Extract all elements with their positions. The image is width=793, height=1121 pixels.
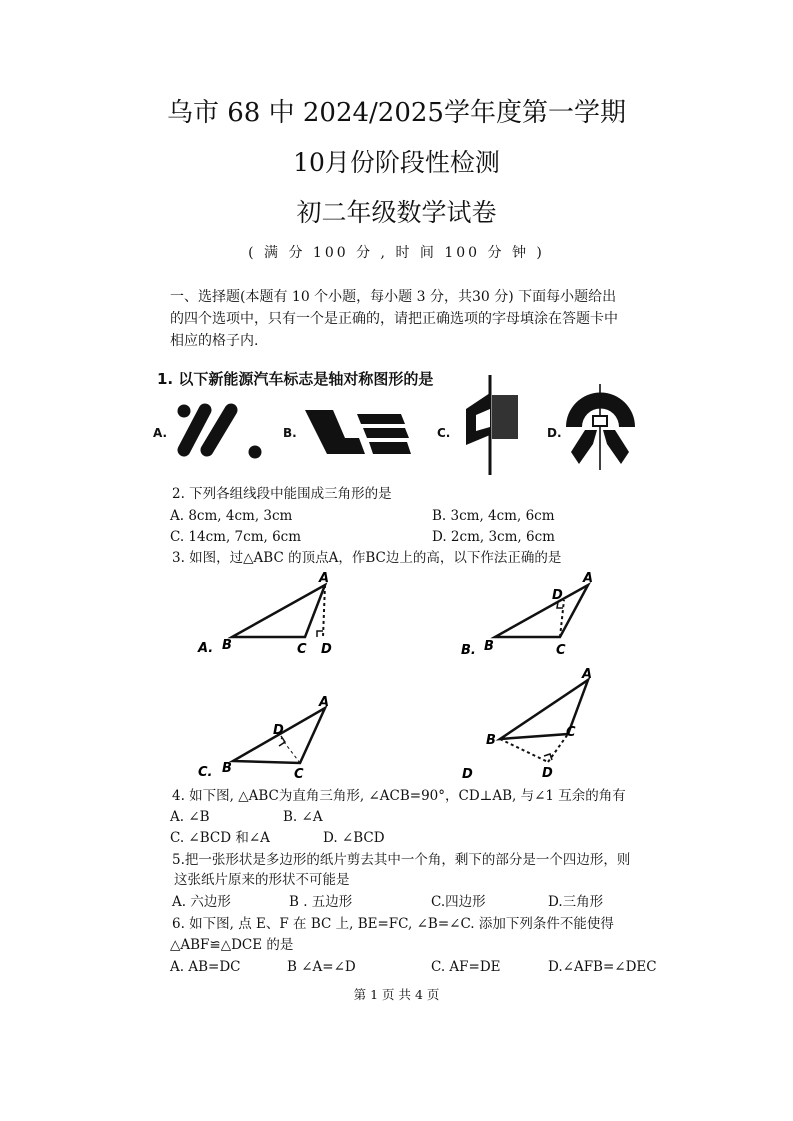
q1-option-c-label: C. xyxy=(437,426,451,440)
q3-b-point-c: C xyxy=(556,643,566,658)
q1-logo-b xyxy=(305,408,415,458)
q3-d-option-label: D xyxy=(462,767,473,782)
exam-title-line2: 10月份阶段性检测 xyxy=(293,148,500,177)
q1-option-d-label: D. xyxy=(547,426,562,440)
q3-figure-c xyxy=(195,690,355,785)
q3-figure-b xyxy=(460,570,620,665)
q6-text-line1: 6. 如下图, 点 E、F 在 BC 上, BE=FC, ∠B=∠C. 添加下列条件不能使得 xyxy=(172,916,614,932)
q4-option-c: C. ∠BCD 和∠A xyxy=(170,830,270,846)
q3-c-point-b: B xyxy=(222,761,232,776)
q6-option-c: C. AF=DE xyxy=(431,959,501,975)
q3-a-point-c: C xyxy=(297,642,307,657)
q5-text-line1: 5.把一张形状是多边形的纸片剪去其中一个角，剩下的部分是一个四边形，则 xyxy=(172,852,631,868)
q1-logo-d xyxy=(563,382,638,472)
q2-option-c: C. 14cm, 7cm, 6cm xyxy=(170,529,302,545)
q4-option-b: B. ∠A xyxy=(283,809,323,825)
q2-option-a: A. 8cm, 4cm, 3cm xyxy=(170,508,293,524)
q3-figure-a xyxy=(195,570,355,665)
q3-a-point-a: A xyxy=(319,571,330,586)
q6-option-b: B ∠A=∠D xyxy=(287,959,356,975)
q3-b-option-label: B. xyxy=(461,643,476,658)
q3-c-option-label: C. xyxy=(198,765,213,780)
q1-option-b-label: B. xyxy=(283,426,297,440)
q3-a-point-d: D xyxy=(321,642,332,657)
q1-logo-c xyxy=(462,375,522,475)
q6-text-line2: △ABF≌△DCE 的是 xyxy=(170,937,294,953)
q2-option-d: D. 2cm, 3cm, 6cm xyxy=(432,529,555,545)
q5-option-a: A. 六边形 xyxy=(172,894,231,910)
q3-c-point-a: A xyxy=(319,695,330,710)
exam-meta: ( 满 分 100 分 , 时 间 100 分 钟 ) xyxy=(248,245,545,261)
q3-d-point-b: B xyxy=(486,733,496,748)
q3-figure-d xyxy=(460,662,620,787)
q3-c-point-d: D xyxy=(273,723,284,738)
q5-text-line2: 这张纸片原来的形状不可能是 xyxy=(174,872,350,888)
q3-d-point-a: A xyxy=(582,667,593,682)
q4-text: 4. 如下图, △ABC为直角三角形, ∠ACB=90°，CD⊥AB, 与∠1 互余的角有 xyxy=(172,788,626,804)
q6-option-d: D.∠AFB=∠DEC xyxy=(548,959,657,975)
q3-a-option-label: A. xyxy=(198,641,214,656)
section1-instructions: 一、选择题(本题有 10 个小题，每小题 3 分，共30 分) 下面每小题给出的四个选项中，只有一个是正确的，请把正确选项的字母填涂在答题卡中相应的格子内. xyxy=(170,289,618,349)
exam-title-line3: 初二年级数学试卷 xyxy=(296,198,497,227)
q1-logo-a xyxy=(175,402,265,462)
q4-option-d: D. ∠BCD xyxy=(323,830,385,846)
q5-option-d: D.三角形 xyxy=(548,894,604,910)
q3-a-point-b: B xyxy=(222,638,232,653)
q1-option-a-label: A. xyxy=(153,426,168,440)
q5-option-c: C.四边形 xyxy=(431,894,486,910)
q3-d-point-c: C xyxy=(566,725,576,740)
q3-c-point-c: C xyxy=(294,767,304,782)
q3-d-point-d: D xyxy=(542,766,553,781)
q3-b-point-a: A xyxy=(583,571,594,586)
page-footer: 第 1 页 共 4 页 xyxy=(353,987,440,1002)
q4-option-a: A. ∠B xyxy=(170,809,210,825)
q1-text: 1. 以下新能源汽车标志是轴对称图形的是 xyxy=(157,370,434,388)
q3-b-point-b: B xyxy=(484,639,494,654)
q2-option-b: B. 3cm, 4cm, 6cm xyxy=(432,508,555,524)
exam-title-line1: 乌市 68 中 2024/2025学年度第一学期 xyxy=(167,98,626,128)
q6-option-a: A. AB=DC xyxy=(170,959,241,975)
q5-option-b: B . 五边形 xyxy=(289,894,353,910)
q3-text: 3. 如图，过△ABC 的顶点A，作BC边上的高，以下作法正确的是 xyxy=(172,550,562,566)
q3-b-point-d: D xyxy=(552,588,563,603)
q2-text: 2. 下列各组线段中能围成三角形的是 xyxy=(172,486,392,502)
